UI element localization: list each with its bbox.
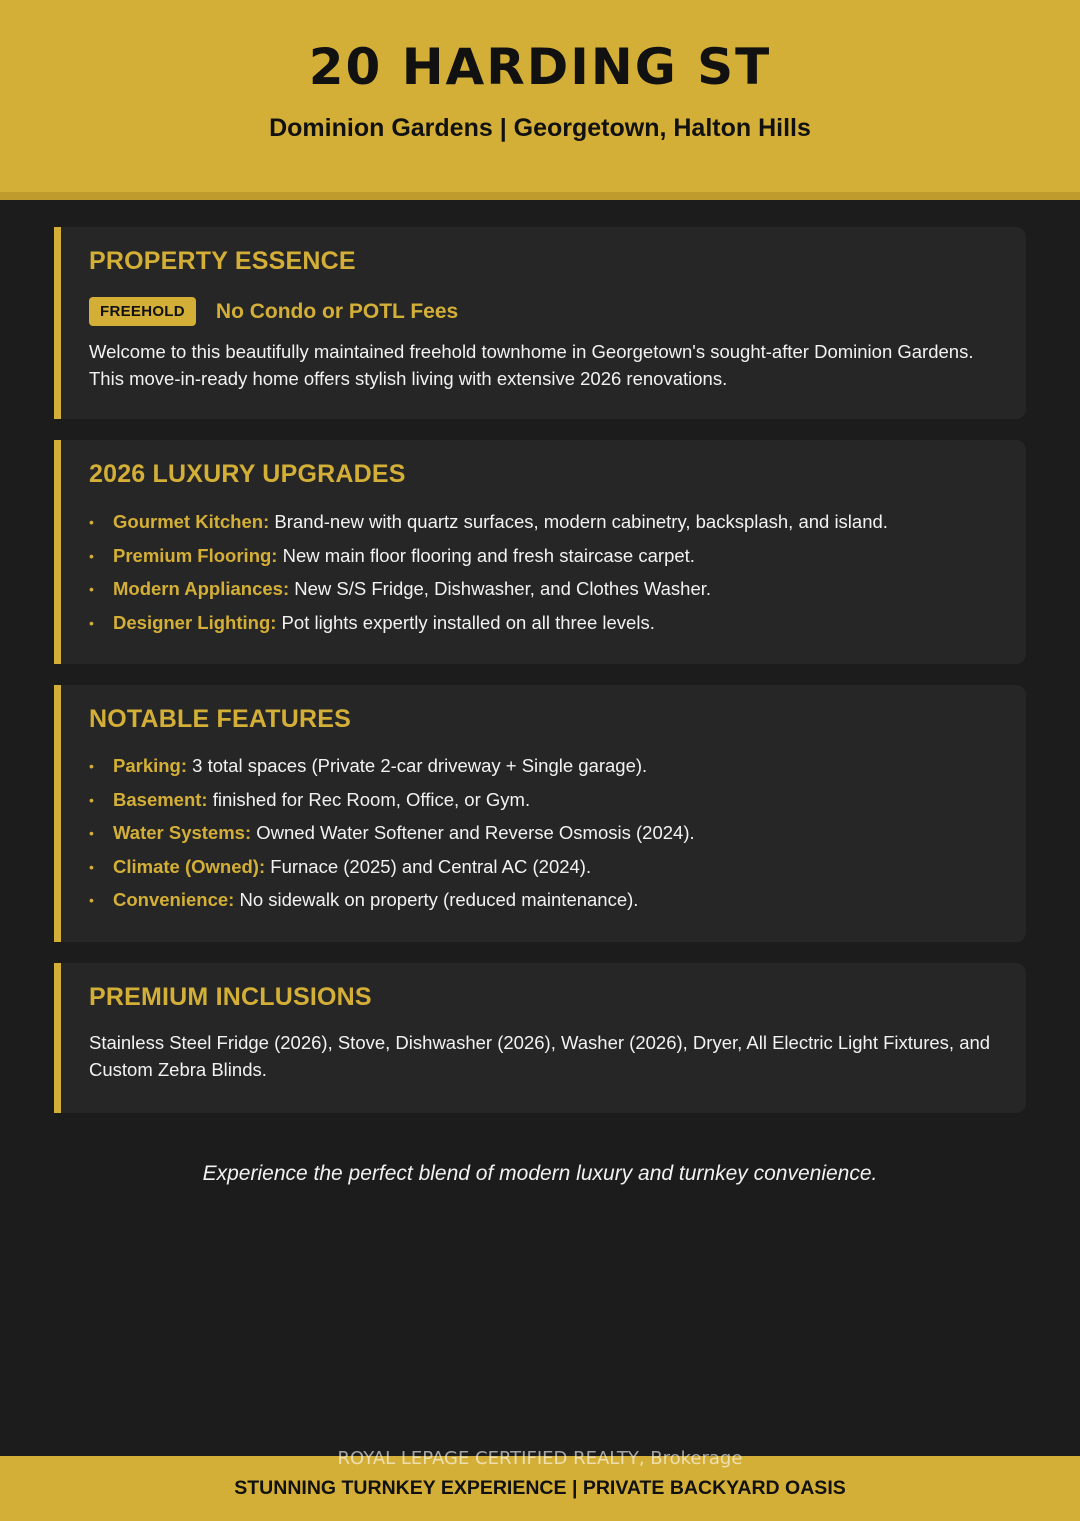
bullet-icon: •	[89, 892, 94, 908]
list-item	[89, 754, 1006, 788]
property-essence-card	[54, 227, 1026, 419]
item-label: Convenience:	[113, 889, 235, 910]
property-address-title: 20 HARDING ST	[308, 38, 772, 96]
header-banner	[0, 0, 1080, 200]
bullet-icon: •	[89, 581, 94, 597]
item-label: Climate (Owned):	[113, 855, 266, 877]
property-description: Welcome to this beautifully maintained freehold townhome in Georgetown's sought-after Dominion Gardens. This move-in-ready home offers stylish living with extensive 2026 renovations.	[89, 341, 974, 389]
bullet-icon: •	[89, 791, 94, 808]
closing-tagline: Experience the perfect blend of modern luxury and turnkey convenience.	[202, 1162, 878, 1185]
list-item	[89, 821, 1006, 855]
premium-inclusions-card	[54, 963, 1026, 1113]
item-text: Brand-new with quartz surfaces, modern cabinetry, backsplash, and island.	[269, 511, 888, 532]
list-item	[89, 577, 1006, 611]
item-text: Pot lights expertly installed on all three levels.	[276, 611, 655, 633]
list-item	[89, 855, 1006, 889]
bullet-icon: •	[89, 614, 94, 631]
bullet-icon: •	[89, 758, 94, 774]
ownership-row	[89, 297, 458, 326]
footer-headline: STUNNING TURNKEY EXPERIENCE | PRIVATE BACKYARD OASIS	[234, 1477, 846, 1499]
item-text: New main floor flooring and fresh staircase carpet.	[277, 544, 695, 566]
item-text: No sidewalk on property (reduced maintenance).	[234, 889, 639, 910]
bullet-icon: •	[89, 547, 94, 564]
list-item	[89, 510, 1006, 544]
item-label: Modern Appliances:	[113, 578, 290, 599]
features-list	[89, 754, 1006, 922]
bullet-icon: •	[89, 825, 94, 841]
list-item	[89, 544, 1006, 578]
item-label: Designer Lighting:	[113, 611, 277, 633]
section-title-premium-inclusions: PREMIUM INCLUSIONS	[89, 983, 372, 1011]
upgrades-list	[89, 510, 1006, 644]
item-text: finished for Rec Room, Office, or Gym.	[207, 788, 531, 810]
item-text: Owned Water Softener and Reverse Osmosis (2024).	[251, 822, 695, 843]
item-text: New S/S Fridge, Dishwasher, and Clothes Washer.	[289, 578, 712, 599]
section-title-property-essence: PROPERTY ESSENCE	[89, 247, 356, 275]
section-title-notable-features: NOTABLE FEATURES	[89, 705, 351, 733]
brokerage-watermark: ROYAL LEPAGE CERTIFIED REALTY, Brokerage	[337, 1448, 743, 1469]
item-label: Water Systems:	[113, 822, 252, 843]
item-label: Premium Flooring:	[113, 544, 278, 566]
item-label: Gourmet Kitchen:	[113, 511, 270, 532]
section-title-luxury-upgrades: 2026 LUXURY UPGRADES	[89, 460, 406, 488]
list-item	[89, 888, 1006, 922]
bullet-icon: •	[89, 858, 94, 875]
fees-note: No Condo or POTL Fees	[215, 299, 459, 323]
freehold-badge: FREEHOLD	[89, 297, 196, 326]
inclusions-description: Stainless Steel Fridge (2026), Stove, Dishwasher (2026), Washer (2026), Dryer, All Electric Light Fixtures, and Custom Zebra Blinds.	[89, 1032, 991, 1080]
list-item	[89, 788, 1006, 822]
item-label: Basement:	[113, 788, 208, 810]
item-label: Parking:	[113, 755, 188, 776]
item-text: 3 total spaces (Private 2-car driveway + Single garage).	[187, 755, 648, 776]
bullet-icon: •	[89, 514, 94, 530]
item-text: Furnace (2025) and Central AC (2024).	[265, 855, 592, 877]
luxury-upgrades-card	[54, 440, 1026, 664]
notable-features-card	[54, 685, 1026, 942]
list-item	[89, 611, 1006, 645]
property-location-subtitle: Dominion Gardens | Georgetown, Halton Hills	[269, 114, 811, 142]
